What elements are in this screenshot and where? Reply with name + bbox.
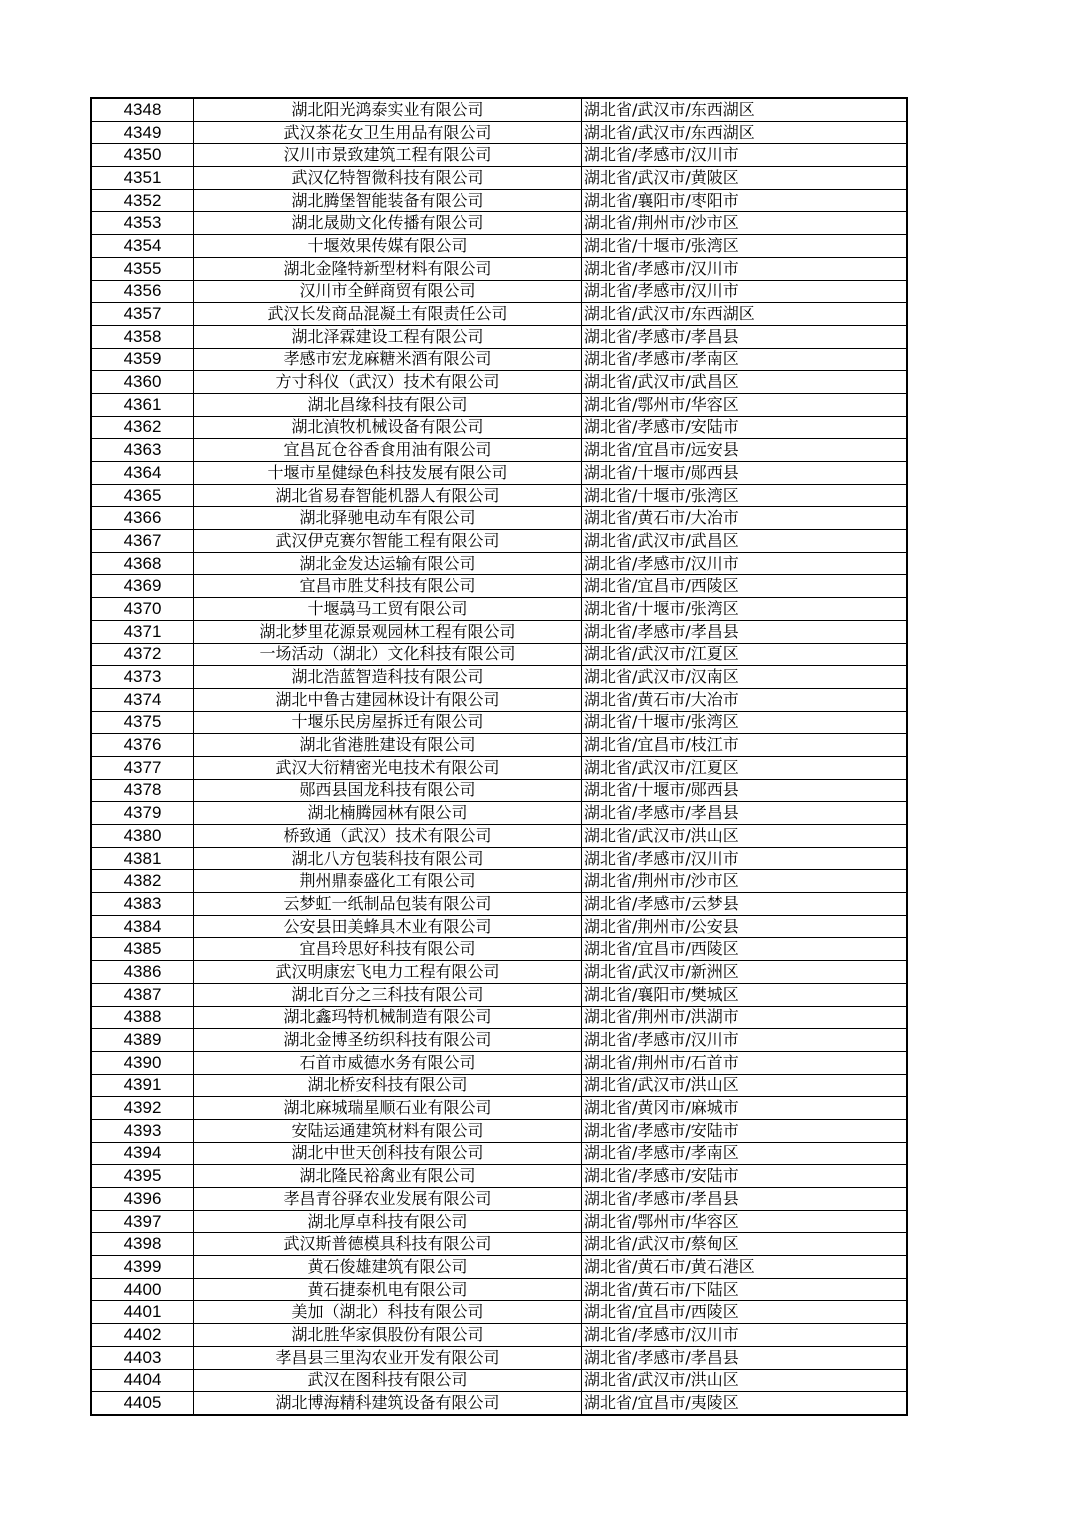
row-number-cell: 4387 bbox=[91, 983, 194, 1006]
company-name-cell: 孝昌青谷驿农业发展有限公司 bbox=[194, 1188, 582, 1211]
row-number-cell: 4396 bbox=[91, 1188, 194, 1211]
row-number-cell: 4365 bbox=[91, 484, 194, 507]
row-number-cell: 4375 bbox=[91, 711, 194, 734]
region-cell: 湖北省/黄石市/下陆区 bbox=[582, 1278, 908, 1301]
region-cell: 湖北省/武汉市/东西湖区 bbox=[582, 121, 908, 144]
table-row bbox=[91, 1346, 907, 1369]
region-cell: 湖北省/宜昌市/西陵区 bbox=[582, 575, 908, 598]
region-cell: 湖北省/孝感市/汉川市 bbox=[582, 144, 908, 167]
region-cell: 湖北省/孝感市/汉川市 bbox=[582, 257, 908, 280]
table-row bbox=[91, 189, 907, 212]
row-number-cell: 4373 bbox=[91, 666, 194, 689]
table-row bbox=[91, 121, 907, 144]
row-number-cell: 4367 bbox=[91, 530, 194, 553]
row-number-cell: 4379 bbox=[91, 802, 194, 825]
row-number-cell: 4358 bbox=[91, 325, 194, 348]
row-number-cell: 4362 bbox=[91, 416, 194, 439]
company-name-cell: 湖北湞牧机械设备有限公司 bbox=[194, 416, 582, 439]
table-row bbox=[91, 1097, 907, 1120]
table-row bbox=[91, 1188, 907, 1211]
company-name-cell: 湖北驿驰电动车有限公司 bbox=[194, 507, 582, 530]
table-row bbox=[91, 98, 907, 121]
region-cell: 湖北省/武汉市/黄陂区 bbox=[582, 167, 908, 190]
region-cell: 湖北省/十堰市/郧西县 bbox=[582, 779, 908, 802]
region-cell: 湖北省/十堰市/张湾区 bbox=[582, 598, 908, 621]
company-name-cell: 湖北百分之三科技有限公司 bbox=[194, 983, 582, 1006]
company-name-cell: 十堰效果传媒有限公司 bbox=[194, 235, 582, 258]
company-name-cell: 湖北腾堡智能装备有限公司 bbox=[194, 189, 582, 212]
company-name-cell: 湖北博海精科建筑设备有限公司 bbox=[194, 1392, 582, 1415]
company-name-cell: 湖北省易春智能机器人有限公司 bbox=[194, 484, 582, 507]
row-number-cell: 4356 bbox=[91, 280, 194, 303]
region-cell: 湖北省/鄂州市/华容区 bbox=[582, 1210, 908, 1233]
row-number-cell: 4364 bbox=[91, 462, 194, 485]
row-number-cell: 4391 bbox=[91, 1074, 194, 1097]
region-cell: 湖北省/孝感市/云梦县 bbox=[582, 893, 908, 916]
table-row bbox=[91, 325, 907, 348]
row-number-cell: 4351 bbox=[91, 167, 194, 190]
table-row bbox=[91, 779, 907, 802]
region-cell: 湖北省/孝感市/汉川市 bbox=[582, 847, 908, 870]
row-number-cell: 4382 bbox=[91, 870, 194, 893]
region-cell: 湖北省/孝感市/汉川市 bbox=[582, 1324, 908, 1347]
company-name-cell: 方寸科仪（武汉）技术有限公司 bbox=[194, 371, 582, 394]
row-number-cell: 4374 bbox=[91, 688, 194, 711]
table-row bbox=[91, 1392, 907, 1415]
company-name-cell: 郧西县国龙科技有限公司 bbox=[194, 779, 582, 802]
table-row bbox=[91, 961, 907, 984]
company-name-cell: 湖北八方包装科技有限公司 bbox=[194, 847, 582, 870]
row-number-cell: 4366 bbox=[91, 507, 194, 530]
row-number-cell: 4368 bbox=[91, 552, 194, 575]
table-row bbox=[91, 620, 907, 643]
table-row bbox=[91, 439, 907, 462]
region-cell: 湖北省/荆州市/石首市 bbox=[582, 1051, 908, 1074]
row-number-cell: 4360 bbox=[91, 371, 194, 394]
region-cell: 湖北省/武汉市/江夏区 bbox=[582, 643, 908, 666]
company-name-cell: 汉川市全鲜商贸有限公司 bbox=[194, 280, 582, 303]
table-row bbox=[91, 802, 907, 825]
company-name-cell: 武汉大衍精密光电技术有限公司 bbox=[194, 756, 582, 779]
table-row bbox=[91, 575, 907, 598]
table-row bbox=[91, 983, 907, 1006]
table-row bbox=[91, 1074, 907, 1097]
row-number-cell: 4392 bbox=[91, 1097, 194, 1120]
region-cell: 湖北省/宜昌市/远安县 bbox=[582, 439, 908, 462]
company-list-table bbox=[90, 97, 908, 1416]
region-cell: 湖北省/孝感市/汉川市 bbox=[582, 552, 908, 575]
region-cell: 湖北省/孝感市/孝昌县 bbox=[582, 325, 908, 348]
row-number-cell: 4405 bbox=[91, 1392, 194, 1415]
table-row bbox=[91, 598, 907, 621]
region-cell: 湖北省/孝感市/汉川市 bbox=[582, 1029, 908, 1052]
region-cell: 湖北省/荆州市/公安县 bbox=[582, 915, 908, 938]
region-cell: 湖北省/武汉市/东西湖区 bbox=[582, 98, 908, 121]
company-name-cell: 湖北昌缘科技有限公司 bbox=[194, 393, 582, 416]
region-cell: 湖北省/孝感市/孝昌县 bbox=[582, 1188, 908, 1211]
table-row bbox=[91, 915, 907, 938]
company-name-cell: 黄石俊雄建筑有限公司 bbox=[194, 1256, 582, 1279]
row-number-cell: 4357 bbox=[91, 303, 194, 326]
company-name-cell: 湖北金隆特新型材料有限公司 bbox=[194, 257, 582, 280]
table-row bbox=[91, 1278, 907, 1301]
company-name-cell: 湖北金博圣纺织科技有限公司 bbox=[194, 1029, 582, 1052]
company-name-cell: 武汉亿特智微科技有限公司 bbox=[194, 167, 582, 190]
company-name-cell: 荆州鼎泰盛化工有限公司 bbox=[194, 870, 582, 893]
company-name-cell: 孝感市宏龙麻糖米酒有限公司 bbox=[194, 348, 582, 371]
table-row bbox=[91, 212, 907, 235]
row-number-cell: 4348 bbox=[91, 98, 194, 121]
company-name-cell: 汉川市景致建筑工程有限公司 bbox=[194, 144, 582, 167]
row-number-cell: 4383 bbox=[91, 893, 194, 916]
company-name-cell: 安陆运通建筑材料有限公司 bbox=[194, 1119, 582, 1142]
row-number-cell: 4380 bbox=[91, 825, 194, 848]
table-row bbox=[91, 348, 907, 371]
table-row bbox=[91, 303, 907, 326]
table-row bbox=[91, 1210, 907, 1233]
region-cell: 湖北省/武汉市/汉南区 bbox=[582, 666, 908, 689]
company-name-cell: 桥致通（武汉）技术有限公司 bbox=[194, 825, 582, 848]
company-name-cell: 湖北泽霖建设工程有限公司 bbox=[194, 325, 582, 348]
region-cell: 湖北省/宜昌市/夷陵区 bbox=[582, 1392, 908, 1415]
company-name-cell: 湖北晟勋文化传播有限公司 bbox=[194, 212, 582, 235]
table-row bbox=[91, 462, 907, 485]
table-row bbox=[91, 507, 907, 530]
region-cell: 湖北省/孝感市/安陆市 bbox=[582, 1165, 908, 1188]
region-cell: 湖北省/黄冈市/麻城市 bbox=[582, 1097, 908, 1120]
region-cell: 湖北省/荆州市/沙市区 bbox=[582, 212, 908, 235]
company-name-cell: 宜昌玲思好科技有限公司 bbox=[194, 938, 582, 961]
row-number-cell: 4377 bbox=[91, 756, 194, 779]
company-name-cell: 孝昌县三里沟农业开发有限公司 bbox=[194, 1346, 582, 1369]
company-name-cell: 武汉斯普德模具科技有限公司 bbox=[194, 1233, 582, 1256]
row-number-cell: 4403 bbox=[91, 1346, 194, 1369]
region-cell: 湖北省/武汉市/蔡甸区 bbox=[582, 1233, 908, 1256]
table-row bbox=[91, 1324, 907, 1347]
company-name-cell: 武汉长发商品混凝土有限责任公司 bbox=[194, 303, 582, 326]
table-row bbox=[91, 893, 907, 916]
region-cell: 湖北省/十堰市/张湾区 bbox=[582, 711, 908, 734]
table-row bbox=[91, 1233, 907, 1256]
table-row bbox=[91, 734, 907, 757]
region-cell: 湖北省/孝感市/孝南区 bbox=[582, 348, 908, 371]
table-row bbox=[91, 938, 907, 961]
company-name-cell: 黄石捷泰机电有限公司 bbox=[194, 1278, 582, 1301]
table-row bbox=[91, 552, 907, 575]
row-number-cell: 4370 bbox=[91, 598, 194, 621]
company-name-cell: 湖北阳光鸿泰实业有限公司 bbox=[194, 98, 582, 121]
table-row bbox=[91, 1301, 907, 1324]
region-cell: 湖北省/黄石市/黄石港区 bbox=[582, 1256, 908, 1279]
row-number-cell: 4372 bbox=[91, 643, 194, 666]
row-number-cell: 4353 bbox=[91, 212, 194, 235]
region-cell: 湖北省/荆州市/沙市区 bbox=[582, 870, 908, 893]
region-cell: 湖北省/武汉市/武昌区 bbox=[582, 371, 908, 394]
region-cell: 湖北省/宜昌市/枝江市 bbox=[582, 734, 908, 757]
company-name-cell: 湖北隆民裕禽业有限公司 bbox=[194, 1165, 582, 1188]
company-name-cell: 湖北厚卓科技有限公司 bbox=[194, 1210, 582, 1233]
table-row bbox=[91, 167, 907, 190]
row-number-cell: 4399 bbox=[91, 1256, 194, 1279]
row-number-cell: 4381 bbox=[91, 847, 194, 870]
table-row bbox=[91, 643, 907, 666]
region-cell: 湖北省/宜昌市/西陵区 bbox=[582, 1301, 908, 1324]
region-cell: 湖北省/武汉市/新洲区 bbox=[582, 961, 908, 984]
company-name-cell: 湖北中鲁古建园林设计有限公司 bbox=[194, 688, 582, 711]
table-row bbox=[91, 235, 907, 258]
region-cell: 湖北省/黄石市/大冶市 bbox=[582, 507, 908, 530]
row-number-cell: 4384 bbox=[91, 915, 194, 938]
row-number-cell: 4402 bbox=[91, 1324, 194, 1347]
region-cell: 湖北省/武汉市/江夏区 bbox=[582, 756, 908, 779]
company-name-cell: 宜昌市胜艾科技有限公司 bbox=[194, 575, 582, 598]
row-number-cell: 4397 bbox=[91, 1210, 194, 1233]
region-cell: 湖北省/襄阳市/枣阳市 bbox=[582, 189, 908, 212]
region-cell: 湖北省/孝感市/孝昌县 bbox=[582, 802, 908, 825]
row-number-cell: 4393 bbox=[91, 1119, 194, 1142]
region-cell: 湖北省/襄阳市/樊城区 bbox=[582, 983, 908, 1006]
table-row bbox=[91, 756, 907, 779]
table-row bbox=[91, 1119, 907, 1142]
region-cell: 湖北省/孝感市/安陆市 bbox=[582, 416, 908, 439]
company-name-cell: 十堰骉马工贸有限公司 bbox=[194, 598, 582, 621]
table-row bbox=[91, 393, 907, 416]
company-name-cell: 湖北胜华家俱股份有限公司 bbox=[194, 1324, 582, 1347]
table-row bbox=[91, 257, 907, 280]
company-name-cell: 湖北鑫玛特机械制造有限公司 bbox=[194, 1006, 582, 1029]
row-number-cell: 4352 bbox=[91, 189, 194, 212]
row-number-cell: 4386 bbox=[91, 961, 194, 984]
row-number-cell: 4349 bbox=[91, 121, 194, 144]
company-name-cell: 一场活动（湖北）文化科技有限公司 bbox=[194, 643, 582, 666]
row-number-cell: 4404 bbox=[91, 1369, 194, 1392]
company-name-cell: 云梦虹一纸制品包装有限公司 bbox=[194, 893, 582, 916]
company-name-cell: 湖北梦里花源景观园林工程有限公司 bbox=[194, 620, 582, 643]
company-name-cell: 美加（湖北）科技有限公司 bbox=[194, 1301, 582, 1324]
row-number-cell: 4378 bbox=[91, 779, 194, 802]
company-name-cell: 十堰乐民房屋拆迁有限公司 bbox=[194, 711, 582, 734]
region-cell: 湖北省/孝感市/孝昌县 bbox=[582, 1346, 908, 1369]
company-name-cell: 公安县田美蜂具木业有限公司 bbox=[194, 915, 582, 938]
row-number-cell: 4350 bbox=[91, 144, 194, 167]
region-cell: 湖北省/宜昌市/西陵区 bbox=[582, 938, 908, 961]
company-name-cell: 武汉明康宏飞电力工程有限公司 bbox=[194, 961, 582, 984]
row-number-cell: 4401 bbox=[91, 1301, 194, 1324]
table-row bbox=[91, 530, 907, 553]
region-cell: 湖北省/十堰市/张湾区 bbox=[582, 235, 908, 258]
region-cell: 湖北省/十堰市/张湾区 bbox=[582, 484, 908, 507]
table-row bbox=[91, 1165, 907, 1188]
row-number-cell: 4385 bbox=[91, 938, 194, 961]
row-number-cell: 4363 bbox=[91, 439, 194, 462]
company-name-cell: 湖北浩蓝智造科技有限公司 bbox=[194, 666, 582, 689]
row-number-cell: 4388 bbox=[91, 1006, 194, 1029]
company-name-cell: 湖北桥安科技有限公司 bbox=[194, 1074, 582, 1097]
table-row bbox=[91, 1006, 907, 1029]
table-row bbox=[91, 144, 907, 167]
table-row bbox=[91, 1051, 907, 1074]
row-number-cell: 4371 bbox=[91, 620, 194, 643]
row-number-cell: 4395 bbox=[91, 1165, 194, 1188]
row-number-cell: 4354 bbox=[91, 235, 194, 258]
table-row bbox=[91, 1369, 907, 1392]
row-number-cell: 4355 bbox=[91, 257, 194, 280]
table-row bbox=[91, 847, 907, 870]
region-cell: 湖北省/荆州市/洪湖市 bbox=[582, 1006, 908, 1029]
company-list-body bbox=[91, 98, 907, 1415]
table-row bbox=[91, 371, 907, 394]
region-cell: 湖北省/武汉市/武昌区 bbox=[582, 530, 908, 553]
row-number-cell: 4359 bbox=[91, 348, 194, 371]
company-name-cell: 石首市威德水务有限公司 bbox=[194, 1051, 582, 1074]
table-row bbox=[91, 280, 907, 303]
table-row bbox=[91, 1142, 907, 1165]
company-name-cell: 湖北楠腾园林有限公司 bbox=[194, 802, 582, 825]
region-cell: 湖北省/武汉市/东西湖区 bbox=[582, 303, 908, 326]
company-name-cell: 武汉伊克赛尔智能工程有限公司 bbox=[194, 530, 582, 553]
row-number-cell: 4389 bbox=[91, 1029, 194, 1052]
company-name-cell: 湖北中世天创科技有限公司 bbox=[194, 1142, 582, 1165]
region-cell: 湖北省/武汉市/洪山区 bbox=[582, 1369, 908, 1392]
row-number-cell: 4390 bbox=[91, 1051, 194, 1074]
table-row bbox=[91, 1029, 907, 1052]
table-row bbox=[91, 416, 907, 439]
company-name-cell: 湖北金发达运输有限公司 bbox=[194, 552, 582, 575]
region-cell: 湖北省/鄂州市/华容区 bbox=[582, 393, 908, 416]
region-cell: 湖北省/孝感市/孝昌县 bbox=[582, 620, 908, 643]
table-row bbox=[91, 825, 907, 848]
row-number-cell: 4398 bbox=[91, 1233, 194, 1256]
table-row bbox=[91, 870, 907, 893]
region-cell: 湖北省/孝感市/安陆市 bbox=[582, 1119, 908, 1142]
region-cell: 湖北省/武汉市/洪山区 bbox=[582, 825, 908, 848]
table-row bbox=[91, 688, 907, 711]
table-row bbox=[91, 484, 907, 507]
company-name-cell: 武汉茶花女卫生用品有限公司 bbox=[194, 121, 582, 144]
region-cell: 湖北省/孝感市/孝南区 bbox=[582, 1142, 908, 1165]
table-row bbox=[91, 666, 907, 689]
region-cell: 湖北省/黄石市/大冶市 bbox=[582, 688, 908, 711]
table-row bbox=[91, 711, 907, 734]
region-cell: 湖北省/孝感市/汉川市 bbox=[582, 280, 908, 303]
company-name-cell: 湖北麻城瑞星顺石业有限公司 bbox=[194, 1097, 582, 1120]
table-row bbox=[91, 1256, 907, 1279]
row-number-cell: 4369 bbox=[91, 575, 194, 598]
row-number-cell: 4394 bbox=[91, 1142, 194, 1165]
region-cell: 湖北省/十堰市/郧西县 bbox=[582, 462, 908, 485]
row-number-cell: 4361 bbox=[91, 393, 194, 416]
row-number-cell: 4376 bbox=[91, 734, 194, 757]
row-number-cell: 4400 bbox=[91, 1278, 194, 1301]
company-name-cell: 十堰市星健绿色科技发展有限公司 bbox=[194, 462, 582, 485]
region-cell: 湖北省/武汉市/洪山区 bbox=[582, 1074, 908, 1097]
company-name-cell: 宜昌瓦仓谷香食用油有限公司 bbox=[194, 439, 582, 462]
company-name-cell: 湖北省港胜建设有限公司 bbox=[194, 734, 582, 757]
company-name-cell: 武汉在图科技有限公司 bbox=[194, 1369, 582, 1392]
